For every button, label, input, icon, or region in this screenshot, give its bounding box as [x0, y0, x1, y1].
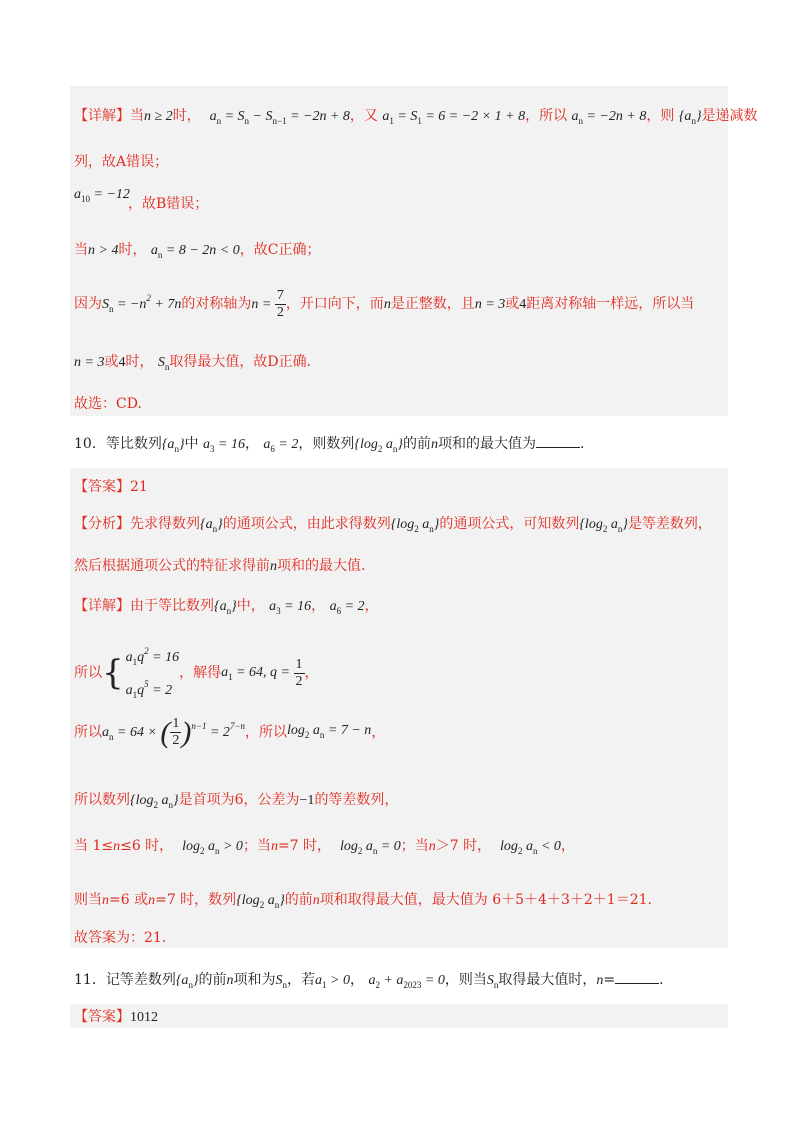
formula: {$\log_2$ $a_n$} [390, 517, 440, 534]
sol9-line-6: 因为$S_n = -n^2 + 7n$的对称轴为n = $\frac{7}{2}$ ，开口向下，而n是正整数，且n = 3或4距离对称轴一样远，所以当 [74, 288, 695, 321]
formula: $\log_2 a_n = 7 - n$ [287, 722, 372, 740]
left-brace: { [102, 653, 124, 693]
formula: 4 [519, 297, 527, 312]
formula: {$\log_2$ $a_n$} [354, 437, 403, 454]
detail-10-line-1: 【详解】由于等比数列$\{a_n\}$中， $a_3 = 16$， $a_6 = 2$， [74, 598, 379, 616]
formula: $\{a_n\}$ [214, 599, 237, 616]
answer-11 [74, 1007, 158, 1028]
answer-11-block [70, 1004, 728, 1028]
formula: n = $\frac{7}{2}$ [251, 288, 284, 321]
sol9-line-5: 当n > 4时， $a_n = 8 - 2n < 0$，故C正确； [74, 242, 321, 260]
answer-10-block [70, 468, 728, 948]
formula: n ≥ 2 [144, 109, 173, 124]
sol9-line-2: 列，故A错误； [74, 154, 169, 170]
formula: $\log_2 a_n < 0$ [500, 839, 561, 856]
formula: $S_n = -n^2 + 7n$ [102, 293, 182, 314]
formula: 4 [118, 355, 126, 370]
formula: $a_3 = 16$ [269, 599, 312, 616]
formula: $\log_2 a_n = 0$ [339, 839, 401, 856]
formula: n = 3 [474, 297, 506, 312]
formula: $a_1 = 64$, q = $\frac{1}{2}$ [221, 656, 303, 689]
sol9-choice: 故选：CD. [74, 396, 142, 412]
formula: $\{a_n\}$ [678, 109, 702, 126]
question-10: 10．等比数列$\{a_n\}$中 $a_3 = 16$， $a_6 = 2$，则数列{$\log_2$ $a_n$}的前n项和的最大值为 . [74, 436, 585, 454]
formula: {$\log_2$ $a_n$} [579, 517, 628, 534]
analysis-10-line-1: 【分析】先求得数列$\{a_n\}$的通项公式，由此求得数列{$\log_2$ $a_n$}的通项公式，可知数列{$\log_2$ $a_n$}是等差数列， [74, 516, 712, 534]
answer-blank [615, 971, 659, 984]
detail-10-line-2: 所以{ $a_1q^2 = 16$ $a_1q^5 = 2$，解得$a_1 = 64$, q = $\frac{1}{2}$ ， [74, 640, 319, 706]
formula: $a_2 + a_{2023} = 0$ [368, 973, 445, 990]
formula: $S_n$ [157, 355, 170, 372]
formula: $\log_2 a_n > 0$ [182, 839, 243, 856]
answer-label: 【答案】 [74, 479, 130, 495]
analysis-label: 【分析】 [74, 516, 130, 532]
formula: $a_n = S_n - S_{n-1} = -2n + 8$ [209, 109, 350, 126]
formula: $\{a_n\}$ [161, 437, 185, 454]
formula: $\{a_n\}$ [200, 517, 223, 534]
formula: n [270, 559, 277, 574]
answer-10 [74, 477, 148, 497]
detail-label: 【详解】 [74, 108, 130, 124]
formula: $a_{10} = -12$ [74, 187, 130, 204]
formula: {$\log_2$ $a_n$} [130, 793, 179, 810]
formula: $\{a_n\}$ [175, 973, 199, 990]
formula: n [383, 297, 391, 312]
formula: n > 4 [88, 243, 119, 258]
sol9-line-7: n = 3或4时， $S_n$取得最大值，故D正确． [74, 354, 321, 372]
sol9-line-1: 【详解】当n ≥ 2时， $a_n = S_n - S_{n-1} = -2n + 8$，又 $a_1 = S_1 = 6 = -2 \times 1 + 8$，所以 $a_n = -2n + 8$，则 $\{a_n\}$是递减数 [74, 108, 758, 126]
answer-blank [536, 435, 580, 448]
formula: $S_n$ [486, 973, 499, 990]
formula: $a_1 = S_1 = 6 = -2 \times 1 + 8$ [382, 109, 526, 126]
detail-10-line-3: 所以$a_n = 64$ × ( $\frac{1}{2}$ )$^{n-1} = 2^{7-n}$，所以$\log_2 a_n = 7 - n$， [74, 715, 386, 749]
question-11: 11．记等差数列$\{a_n\}$的前n项和为$S_n$，若$a_1 > 0$， $a_2 + a_{2023} = 0$，则当$S_n$取得最大值时，n= . [74, 972, 664, 990]
answer-value: 21 [130, 479, 148, 495]
formula: {$\log_2$ $a_n$} [236, 893, 285, 910]
detail-10-line-4: 所以数列{$\log_2$ $a_n$}是首项为6，公差为−1的等差数列， [74, 792, 399, 810]
formula: $S_n$ [275, 973, 288, 990]
formula: −1 [299, 793, 315, 808]
formula: n = 3 [74, 355, 105, 370]
formula: $a_n = 64$ × ( $\frac{1}{2}$ )$^{n-1} = 2^{7-n}$ [102, 715, 246, 749]
detail-10-line-6: 则当n=6 或n=7 时，数列{$\log_2$ $a_n$}的前n项和取得最大值，最大值为 6＋5＋4＋3＋2＋1＝21. [74, 892, 652, 910]
analysis-10-line-2: 然后根据通项公式的特征求得前n项和的最大值. [74, 558, 366, 574]
formula: $a_6 = 2$ [263, 437, 299, 454]
formula: $a_1q^2 = 16$ $a_1q^5 = 2$ [125, 646, 180, 700]
formula: $a_3 = 16$ [203, 437, 245, 454]
answer-label: 【答案】 [74, 1009, 130, 1025]
sol9-line-4: ，故B错误； [128, 196, 209, 212]
answer-value: 1012 [130, 1010, 158, 1025]
formula: $a_n = -2n + 8$ [571, 109, 647, 126]
formula: $a_1 > 0$ [315, 973, 350, 990]
formula: $a_6 = 2$ [329, 599, 365, 616]
formula: $a_n = 8 - 2n < 0$ [150, 243, 240, 260]
final-answer-10: 故答案为：21. [74, 930, 167, 946]
formula: n [430, 437, 438, 452]
sol9-line-3 [74, 184, 130, 209]
detail-10-line-5: 当 1≤n≤6 时， $\log_2 a_n > 0$；当n=7 时， $\log_2 a_n = 0$；当n＞7 时， $\log_2 a_n < 0$， [74, 838, 575, 856]
detail-label: 【详解】 [74, 598, 130, 614]
